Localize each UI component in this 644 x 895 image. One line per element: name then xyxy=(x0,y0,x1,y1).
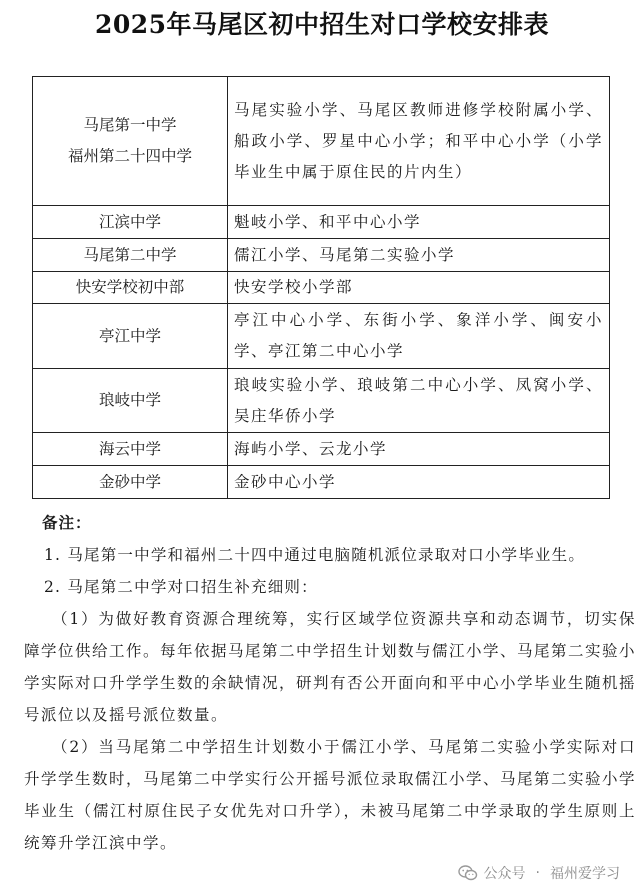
middle-school-cell: 海云中学 xyxy=(33,433,228,466)
middle-school-cell xyxy=(33,77,228,206)
table-row xyxy=(33,206,610,239)
table-row xyxy=(33,369,610,433)
watermark-label: 公众号 xyxy=(483,866,526,882)
middle-school-name: 福州第二十四中学 xyxy=(67,147,192,165)
table-row xyxy=(33,304,610,369)
primary-schools-cell: 亭江中心小学、东街小学、象洋小学、闽安小学、亭江第二中心小学 xyxy=(228,304,610,369)
middle-school-cell: 快安学校初中部 xyxy=(33,272,228,304)
note-item-2: 2. 马尾第二中学对口招生补充细则： xyxy=(44,578,318,596)
notes-section xyxy=(24,507,636,859)
wechat-watermark xyxy=(454,861,624,885)
middle-school-cell: 琅岐中学 xyxy=(33,369,228,433)
notes-title: 备注： xyxy=(42,513,92,532)
primary-schools-cell: 快安学校小学部 xyxy=(228,272,610,304)
middle-school-cell: 马尾第二中学 xyxy=(33,239,228,272)
primary-schools-cell: 琅岐实验小学、琅岐第二中心小学、凤窝小学、吴庄华侨小学 xyxy=(228,369,610,433)
watermark-separator: · xyxy=(535,865,540,881)
middle-school-cell: 金砂中学 xyxy=(33,466,228,499)
school-assignment-table xyxy=(32,76,610,499)
wechat-icon xyxy=(458,865,478,881)
watermark-account: 福州爱学习 xyxy=(550,866,620,882)
middle-school-cell: 江滨中学 xyxy=(33,206,228,239)
table-row xyxy=(33,272,610,304)
page-title: 2025年马尾区初中招生对口学校安排表 xyxy=(94,10,550,39)
middle-school-cell: 亭江中学 xyxy=(33,304,228,369)
note-paragraph-1: （1）为做好教育资源合理统筹，实行区域学位资源共享和动态调节，切实保障学位供给工作。每年依据马尾第二中学招生计划数与儒江小学、马尾第二实验小学实际对口升学学生数的余缺情况，研判有否公开面向和平中心小学毕业生随机摇号派位以及摇号派位数量。 xyxy=(24,610,637,724)
primary-schools-cell: 金砂中心小学 xyxy=(228,466,610,499)
table-row xyxy=(33,239,610,272)
primary-schools-cell: 马尾实验小学、马尾区教师进修学校附属小学、船政小学、罗星中心小学；和平中心小学（小学毕业生中属于原住民的片内生） xyxy=(228,77,610,206)
primary-schools-cell: 儒江小学、马尾第二实验小学 xyxy=(228,239,610,272)
note-paragraph-2: （2）当马尾第二中学招生计划数小于儒江小学、马尾第二实验小学实际对口升学学生数时，马尾第二中学实行公开摇号派位录取儒江小学、马尾第二实验小学毕业生（儒江村原住民子女优先对口升学），未被马尾第二中学录取的学生原则上统筹升学江滨中学。 xyxy=(24,738,637,852)
primary-schools-cell: 魁岐小学、和平中心小学 xyxy=(228,206,610,239)
table-row xyxy=(33,77,610,206)
primary-schools-cell: 海屿小学、云龙小学 xyxy=(228,433,610,466)
table-row xyxy=(33,466,610,499)
table-row xyxy=(33,433,610,466)
middle-school-name: 马尾第一中学 xyxy=(83,116,177,134)
note-item-1: 1. 马尾第一中学和福州二十四中通过电脑随机派位录取对口小学毕业生。 xyxy=(44,546,586,564)
